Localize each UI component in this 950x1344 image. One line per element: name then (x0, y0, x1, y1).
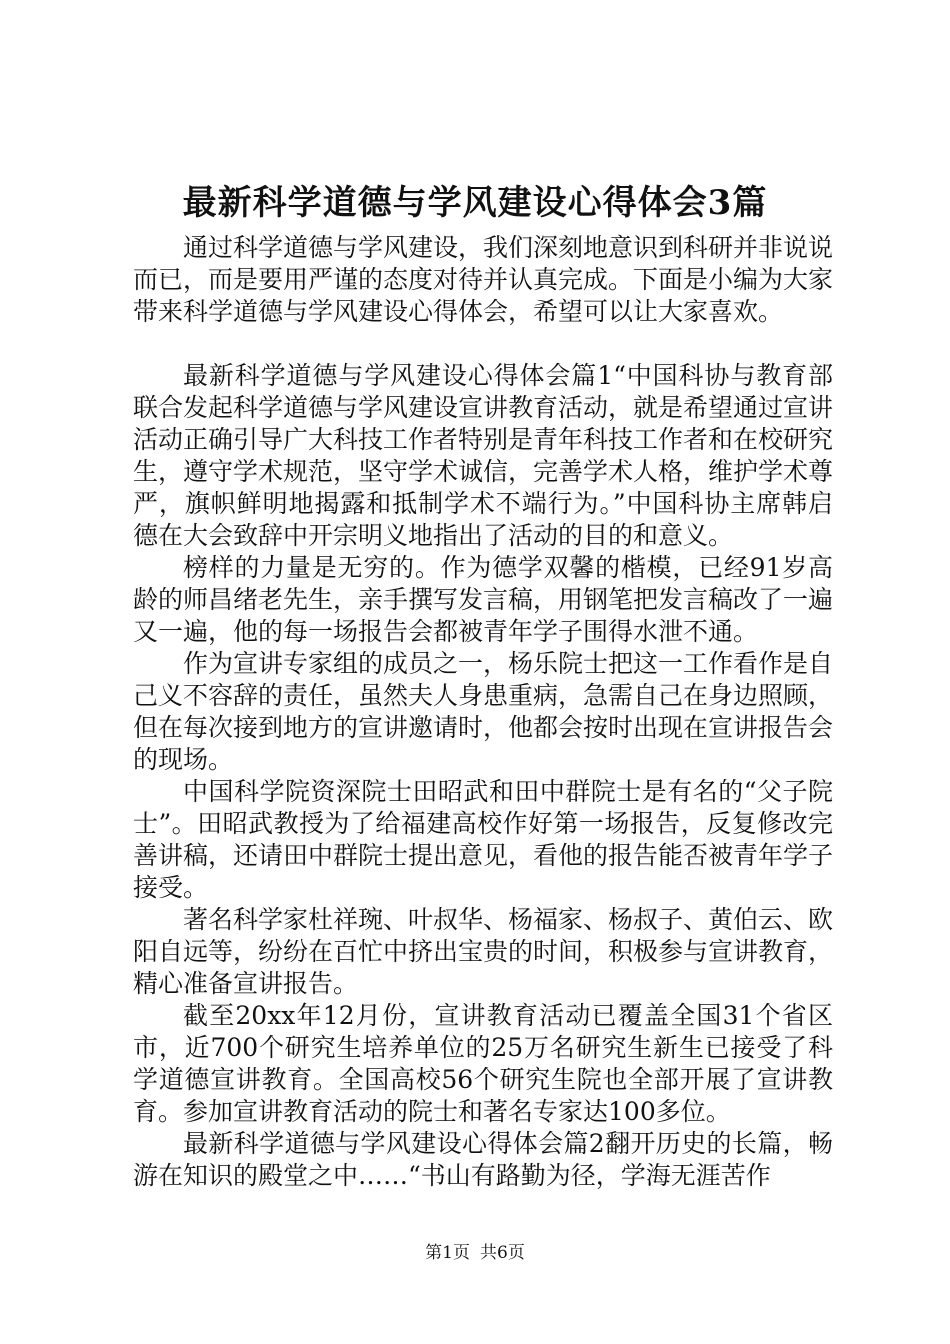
paragraph-statistics: 截至20xx年12月份，宣讲教育活动已覆盖全国31个省区市，近700个研究生培养单位的25万名研究生新生已接受了科学道德宣讲教育。全国高校56个研究生院也全部开展了宣讲教育。参加宣讲教育活动的院士和著名专家达100多位。 (133, 1001, 833, 1126)
paragraph-father-son: 中国科学院资深院士田昭武和田中群院士是有名的“父子院士”。田昭武教授为了给福建高校作好第一场报告，反复修改完善讲稿，还请田中群院士提出意见，看他的报告能否被青年学子接受。 (133, 777, 834, 902)
paragraph-part1-start: 最新科学道德与学风建设心得体会篇1“中国科协与教育部联合发起科学道德与学风建设宣讲教育活动，就是希望通过宣讲活动正确引导广大科技工作者特别是青年科技工作者和在校研究生，遵守学术规范，坚守学术诚信，完善学术人格，维护学术尊严，旗帜鲜明地揭露和抵制学术不端行为。”中国科协主席韩启德在大会致辞中开宗明义地指出了活动的目的和意义。 (133, 361, 834, 550)
page-total: 共6页 (480, 1243, 525, 1263)
paragraph-yang-le: 作为宣讲专家组的成员之一，杨乐院士把这一工作看作是自己义不容辞的责任，虽然夫人身患重病，急需自己在身边照顾，但在每次接到地方的宣讲邀请时，他都会按时出现在宣讲报告会的现场。 (133, 649, 834, 774)
document-body (133, 232, 833, 1192)
paragraph-role-models: 榜样的力量是无穷的。作为德学双馨的楷模，已经91岁高龄的师昌绪老先生，亲手撰写发言稿，用钢笔把发言稿改了一遍又一遍，他的每一场报告会都被青年学子围得水泄不通。 (133, 553, 834, 646)
page-footer (0, 1241, 950, 1265)
paragraph-part2-start: 最新科学道德与学风建设心得体会篇2翻开历史的长篇，畅游在知识的殿堂之中……“书山有路勤为径，学海无涯苦作 (133, 1129, 833, 1190)
page-number: 第1页 (425, 1243, 470, 1263)
paragraph-scientists: 著名科学家杜祥琬、叶叔华、杨福家、杨叔子、黄伯云、欧阳自远等，纷纷在百忙中挤出宝贵的时间，积极参与宣讲教育，精心准备宣讲报告。 (133, 905, 834, 998)
document-title: 最新科学道德与学风建设心得体会3篇 (182, 183, 768, 223)
paragraph-intro: 通过科学道德与学风建设，我们深刻地意识到科研并非说说而已，而是要用严谨的态度对待并认真完成。下面是小编为大家带来科学道德与学风建设心得体会，希望可以让大家喜欢。 (133, 233, 834, 326)
